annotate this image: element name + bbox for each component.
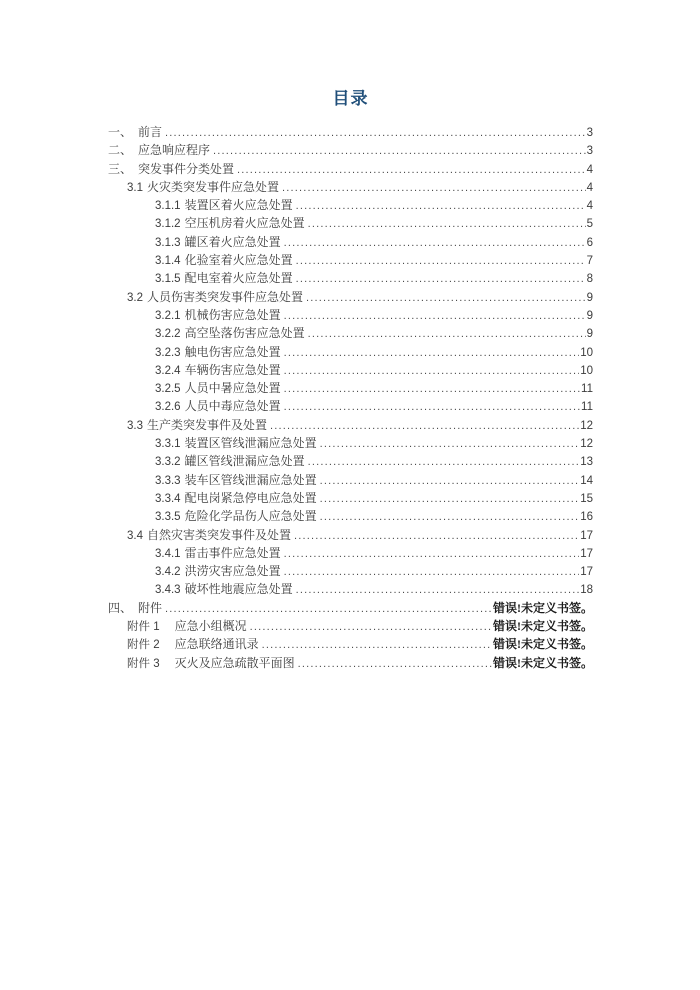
toc-page-number: 错误!未定义书签。 (493, 637, 593, 652)
toc-entry[interactable] (108, 599, 593, 617)
toc-entry-label: 火灾类突发事件应急处置 (147, 179, 280, 194)
toc-entry-number: 3.1.3 (155, 236, 181, 249)
toc-leader-dots (284, 380, 580, 398)
toc-entry-number: 三、 (108, 161, 133, 176)
toc-entry-label: 自然灾害类突发事件及处置 (147, 527, 292, 542)
toc-page-number: 18 (580, 584, 593, 597)
toc-entry-label: 洪涝灾害应急处置 (184, 564, 281, 579)
toc-leader-dots (294, 527, 579, 545)
toc-entry[interactable] (108, 324, 593, 342)
toc-entry-label: 配电室着火应急处置 (184, 271, 293, 286)
toc-entry[interactable] (108, 507, 593, 525)
toc-leader-dots (284, 398, 580, 416)
toc-entry-number: 3.4 (127, 529, 143, 542)
toc-entry-label: 人员中暑应急处置 (184, 381, 281, 396)
toc-leader-dots (165, 124, 586, 142)
toc-entry[interactable] (108, 196, 593, 214)
toc-entry[interactable] (108, 214, 593, 232)
toc-page-number: 9 (586, 309, 593, 322)
toc-entry[interactable] (108, 379, 593, 397)
toc-leader-dots (320, 435, 580, 453)
toc-leader-dots (213, 142, 586, 160)
toc-entry-label: 配电岗紧急停电应急处置 (184, 490, 317, 505)
toc-entry-label: 空压机房着火应急处置 (184, 216, 305, 231)
toc-entry-number: 3.3 (127, 419, 143, 432)
toc-leader-dots (296, 197, 586, 215)
toc-leader-dots (284, 307, 586, 325)
toc-page-number: 3 (586, 127, 593, 139)
toc-entry[interactable] (108, 288, 593, 306)
toc-leader-dots (284, 545, 580, 563)
toc-entry-number: 附件 2 (127, 639, 160, 652)
toc-entry[interactable] (108, 635, 593, 653)
toc-entry-number: 3.3.1 (155, 438, 181, 451)
toc-page-number: 13 (580, 456, 593, 469)
toc-page-number: 10 (580, 364, 593, 377)
toc-leader-dots (308, 325, 586, 343)
toc-entry[interactable] (108, 416, 593, 434)
toc-page-number: 12 (580, 438, 593, 451)
toc-entry-label: 前言 (138, 125, 163, 139)
toc-entry-number: 3.3.2 (155, 456, 181, 469)
toc-entry-label: 装车区管线泄漏应急处置 (184, 472, 317, 487)
table-of-contents (108, 123, 593, 672)
toc-entry-label: 机械伤害应急处置 (184, 307, 281, 322)
toc-page-number: 10 (580, 346, 593, 359)
toc-leader-dots (308, 215, 586, 233)
toc-entry[interactable] (108, 233, 593, 251)
toc-entry[interactable] (108, 343, 593, 361)
toc-entry-label: 高空坠落伤害应急处置 (184, 326, 305, 341)
toc-entry-label: 突发事件分类处置 (138, 161, 235, 176)
toc-leader-dots (296, 581, 580, 599)
toc-entry-number: 3.2.4 (155, 364, 181, 377)
toc-entry-number: 3.2.5 (155, 383, 181, 396)
toc-entry-number: 3.4.2 (155, 566, 181, 579)
toc-page-number: 7 (586, 255, 593, 268)
toc-entry[interactable] (108, 269, 593, 287)
toc-entry-number: 3.2.2 (155, 328, 181, 341)
toc-entry-label: 化验室着火应急处置 (184, 253, 293, 268)
toc-leader-dots (296, 252, 586, 270)
toc-leader-dots (306, 289, 586, 307)
toc-entry-number: 附件 1 (127, 621, 160, 634)
toc-page-number: 9 (586, 328, 593, 341)
toc-entry-label: 应急响应程序 (138, 143, 211, 158)
toc-entry[interactable] (108, 471, 593, 489)
toc-entry-label: 装置区着火应急处置 (184, 198, 293, 213)
toc-entry-number: 3.2.1 (155, 309, 181, 322)
toc-entry-label: 生产类突发事件及处置 (147, 417, 268, 432)
toc-leader-dots (284, 563, 580, 581)
toc-leader-dots (284, 234, 586, 252)
toc-entry-number: 3.3.5 (155, 511, 181, 524)
toc-entry[interactable] (108, 141, 593, 159)
toc-page-number: 17 (580, 566, 593, 579)
toc-page-number: 11 (581, 401, 593, 414)
toc-entry-label: 人员中毒应急处置 (184, 399, 281, 414)
toc-page-number: 错误!未定义书签。 (493, 619, 593, 634)
toc-entry-label: 应急联络通讯录 (174, 637, 259, 652)
toc-entry-number: 3.4.3 (155, 584, 181, 597)
toc-leader-dots (262, 636, 492, 654)
toc-entry-label: 破坏性地震应急处置 (184, 582, 293, 597)
toc-entry-number: 3.2.6 (155, 401, 181, 414)
toc-entry-number: 3.3.4 (155, 492, 181, 505)
page-title: 目录 (332, 89, 369, 108)
toc-leader-dots (308, 453, 580, 471)
toc-page-number: 4 (586, 181, 593, 194)
toc-entry[interactable] (108, 397, 593, 415)
toc-page-number: 12 (580, 419, 593, 432)
toc-entry[interactable] (108, 452, 593, 470)
toc-page-number: 3 (586, 145, 593, 158)
toc-entry-number: 3.1.2 (155, 218, 181, 231)
toc-leader-dots (250, 618, 492, 636)
toc-page-number: 8 (586, 273, 593, 286)
toc-entry[interactable] (108, 361, 593, 379)
toc-leader-dots (320, 472, 580, 490)
toc-entry[interactable] (108, 617, 593, 635)
toc-entry-number: 3.1.4 (155, 255, 181, 268)
toc-entry-number: 3.2.3 (155, 346, 181, 359)
toc-page-number: 错误!未定义书签。 (493, 655, 593, 670)
toc-entry[interactable] (108, 306, 593, 324)
toc-entry-number: 四、 (108, 600, 133, 615)
toc-entry-label: 触电伤害应急处置 (184, 344, 281, 359)
toc-page-number: 错误!未定义书签。 (493, 600, 593, 615)
toc-leader-dots (165, 600, 492, 618)
toc-entry-label: 罐区管线泄漏应急处置 (184, 454, 305, 469)
toc-entry-label: 罐区着火应急处置 (184, 234, 281, 249)
toc-entry-number: 二、 (108, 143, 133, 158)
toc-entry[interactable] (108, 123, 593, 141)
toc-page-number: 4 (586, 200, 593, 213)
toc-leader-dots (296, 270, 586, 288)
toc-page-number: 16 (580, 511, 593, 524)
toc-entry[interactable] (108, 580, 593, 598)
toc-page-number: 5 (586, 218, 593, 231)
toc-entry[interactable] (108, 178, 593, 196)
toc-leader-dots (282, 179, 586, 197)
toc-entry-number: 附件 3 (127, 657, 160, 670)
toc-entry-number: 3.1 (127, 181, 143, 194)
toc-leader-dots (320, 490, 580, 508)
toc-entry[interactable] (108, 654, 593, 672)
toc-entry-label: 雷击事件应急处置 (184, 545, 281, 560)
toc-entry[interactable] (108, 544, 593, 562)
toc-page-number: 17 (580, 529, 593, 542)
toc-entry[interactable] (108, 526, 593, 544)
toc-leader-dots (298, 655, 492, 673)
toc-entry-label: 灭火及应急疏散平面图 (174, 655, 295, 670)
toc-entry-label: 附件 (138, 600, 163, 615)
toc-leader-dots (284, 344, 580, 362)
toc-entry-label: 车辆伤害应急处置 (184, 362, 281, 377)
toc-leader-dots (270, 417, 579, 435)
toc-entry-number: 3.1.5 (155, 273, 181, 286)
toc-page-number: 9 (586, 291, 593, 304)
toc-entry-number: 3.1.1 (155, 200, 181, 213)
toc-entry[interactable] (108, 434, 593, 452)
toc-entry-number: 一、 (108, 125, 133, 139)
toc-page-number: 6 (586, 236, 593, 249)
toc-entry-label: 装置区管线泄漏应急处置 (184, 436, 317, 451)
toc-page-number: 14 (580, 474, 593, 487)
toc-entry[interactable] (108, 562, 593, 580)
toc-entry-label: 危险化学品伤人应急处置 (184, 509, 317, 524)
toc-entry-number: 3.4.1 (155, 547, 181, 560)
toc-page-number: 15 (580, 492, 593, 505)
toc-page-number: 4 (586, 163, 593, 176)
toc-entry[interactable] (108, 251, 593, 269)
toc-page-number: 11 (581, 383, 593, 396)
toc-leader-dots (320, 508, 580, 526)
toc-entry-label: 人员伤害类突发事件应急处置 (147, 289, 304, 304)
toc-page-number: 17 (580, 547, 593, 560)
toc-leader-dots (284, 362, 580, 380)
toc-entry-number: 3.3.3 (155, 474, 181, 487)
toc-entry[interactable] (108, 160, 593, 178)
toc-entry-number: 3.2 (127, 291, 143, 304)
toc-leader-dots (237, 161, 586, 179)
toc-entry-label: 应急小组概况 (174, 619, 247, 634)
toc-entry[interactable] (108, 489, 593, 507)
